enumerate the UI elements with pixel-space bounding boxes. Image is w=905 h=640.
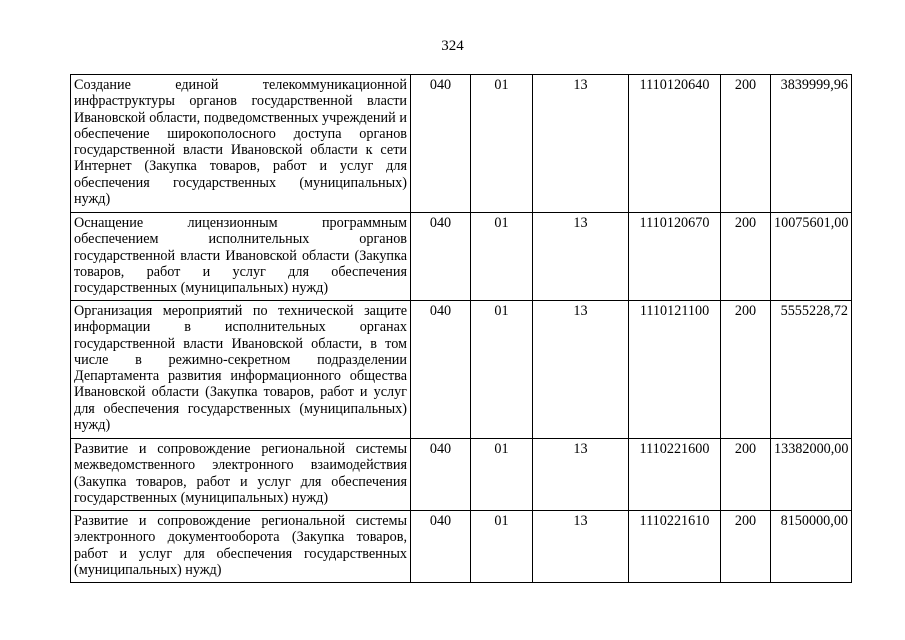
subsection-code: 13 — [533, 439, 629, 511]
expense-type-code: 200 — [721, 511, 771, 583]
expense-type-code: 200 — [721, 75, 771, 213]
amount-value: 10075601,00 — [771, 213, 852, 301]
target-article-code: 1110120670 — [629, 213, 721, 301]
row-description: Оснащение лицензионным программным обеспечением исполнительных органов государственной власти Ивановской области (Закупка товаров, работ и услуг для обеспечения государственных (муниципальных) нужд) — [71, 213, 411, 301]
expense-type-code: 200 — [721, 439, 771, 511]
section-code: 01 — [471, 213, 533, 301]
table-row — [71, 439, 852, 511]
amount-value: 13382000,00 — [771, 439, 852, 511]
subsection-code: 13 — [533, 75, 629, 213]
amount-value: 8150000,00 — [771, 511, 852, 583]
subsection-code: 13 — [533, 301, 629, 439]
amount-value: 3839999,96 — [771, 75, 852, 213]
table-row — [71, 301, 852, 439]
table-row — [71, 213, 852, 301]
target-article-code: 1110221600 — [629, 439, 721, 511]
subsection-code: 13 — [533, 511, 629, 583]
subsection-code: 13 — [533, 213, 629, 301]
section-code: 01 — [471, 439, 533, 511]
row-description: Развитие и сопровождение региональной системы межведомственного электронного взаимодействия (Закупка товаров, работ и услуг для обеспечения государственных (муниципальных) нужд) — [71, 439, 411, 511]
ministry-code: 040 — [411, 213, 471, 301]
target-article-code: 1110221610 — [629, 511, 721, 583]
section-code: 01 — [471, 301, 533, 439]
table-row — [71, 75, 852, 213]
table-row — [71, 511, 852, 583]
ministry-code: 040 — [411, 439, 471, 511]
row-description: Организация мероприятий по технической защите информации в исполнительных органах государственной власти Ивановской области, в том числе в режимно-секретном подразделении Департамента развития информационного общества Ивановской области (Закупка товаров, работ и услуг для обеспечения государственных (муниципальных) нужд) — [71, 301, 411, 439]
section-code: 01 — [471, 511, 533, 583]
ministry-code: 040 — [411, 511, 471, 583]
expense-type-code: 200 — [721, 301, 771, 439]
target-article-code: 1110120640 — [629, 75, 721, 213]
target-article-code: 1110121100 — [629, 301, 721, 439]
row-description: Создание единой телекоммуникационной инфраструктуры органов государственной власти Ивановской области, подведомственных учреждений и обеспечение широкополосного доступа органов государственной власти Ивановской области к сети Интернет (Закупка товаров, работ и услуг для обеспечения государственных (муниципальных) нужд) — [71, 75, 411, 213]
section-code: 01 — [471, 75, 533, 213]
amount-value: 5555228,72 — [771, 301, 852, 439]
budget-table — [70, 74, 852, 583]
page-number: 324 — [441, 38, 464, 54]
ministry-code: 040 — [411, 75, 471, 213]
row-description: Развитие и сопровождение региональной системы электронного документооборота (Закупка товаров, работ и услуг для обеспечения государственных (муниципальных) нужд) — [71, 511, 411, 583]
ministry-code: 040 — [411, 301, 471, 439]
expense-type-code: 200 — [721, 213, 771, 301]
